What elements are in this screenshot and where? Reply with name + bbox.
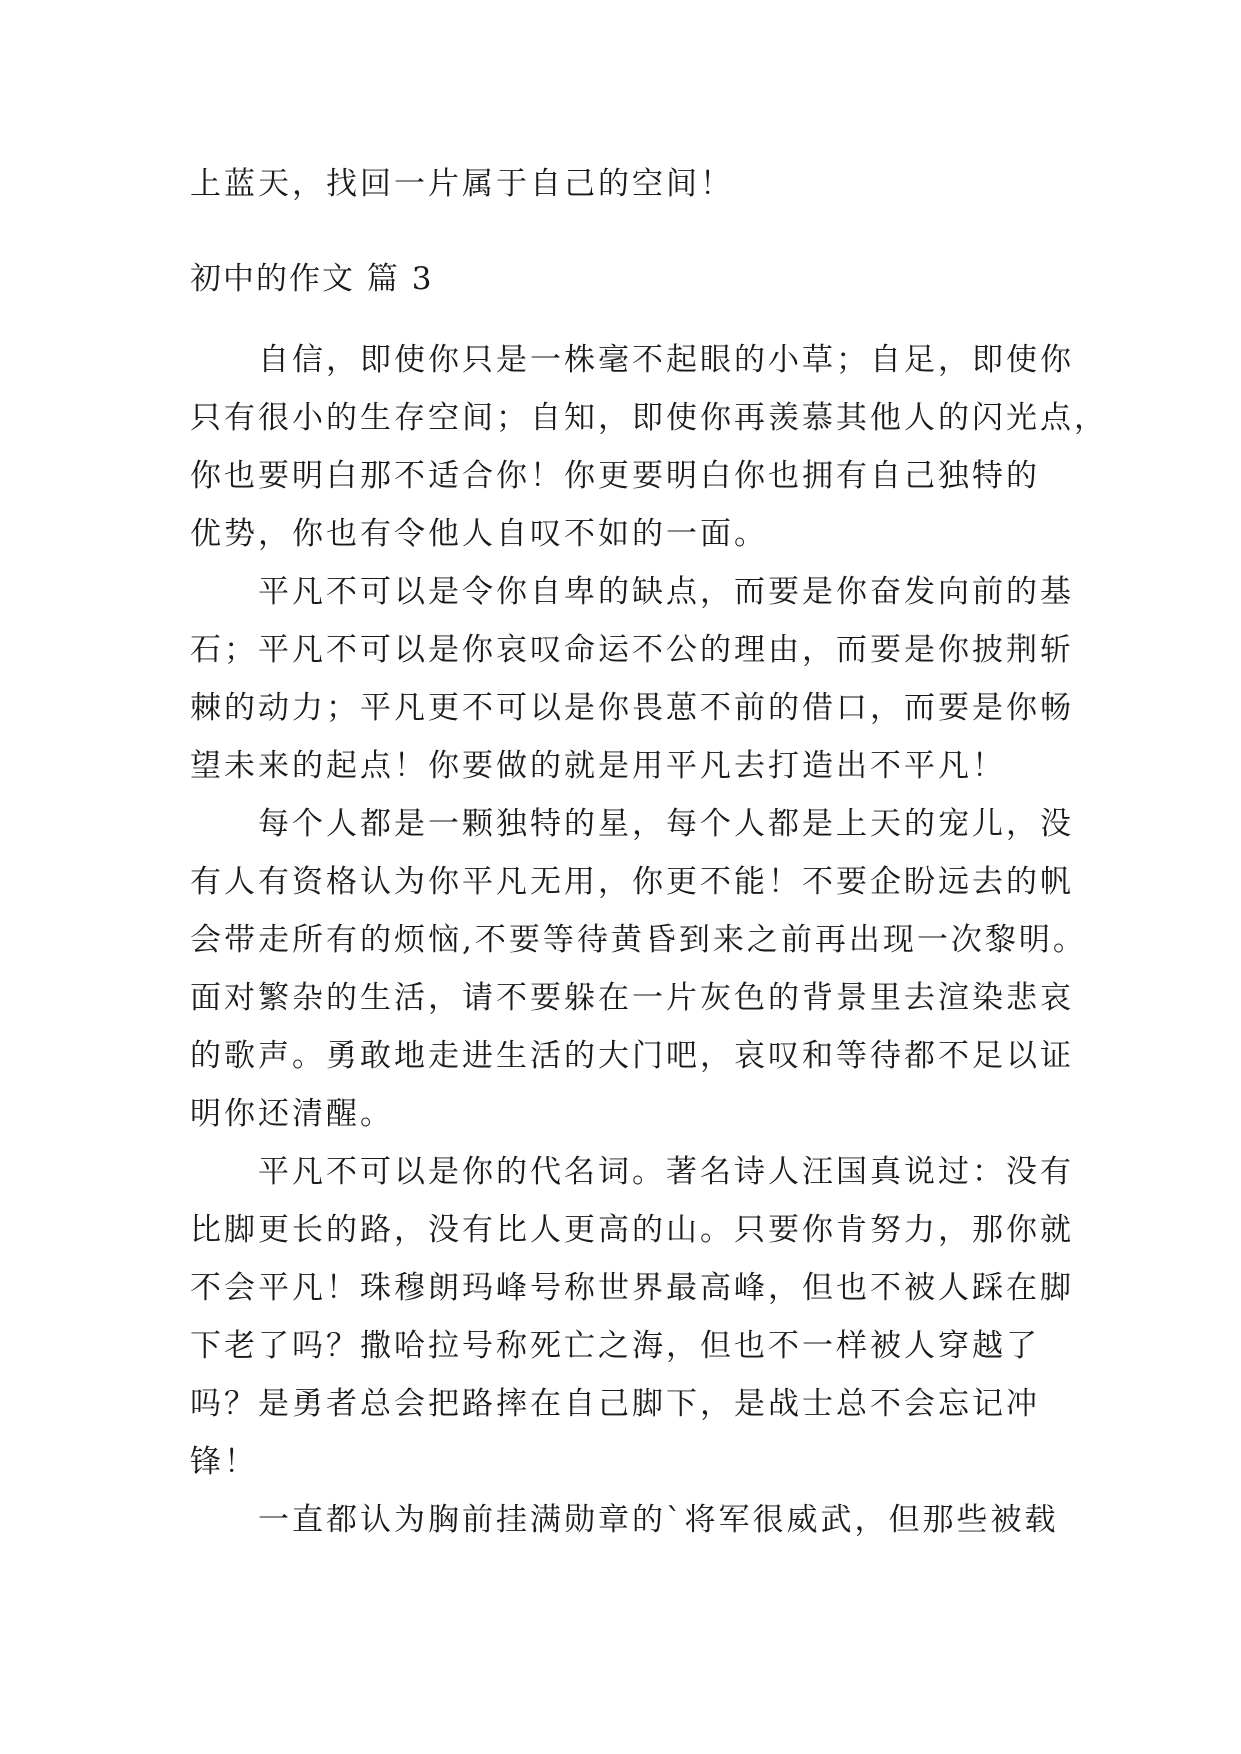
text-line: 平凡不可以是令你自卑的缺点，而要是你奋发向前的基 xyxy=(258,574,1074,610)
text-line: 吗？是勇者总会把路摔在自己脚下，是战士总不会忘记冲 xyxy=(190,1386,1040,1422)
text-line: 有人有资格认为你平凡无用，你更不能！不要企盼远去的帆 xyxy=(190,864,1074,900)
text-line: 棘的动力；平凡更不可以是你畏葸不前的借口，而要是你畅 xyxy=(190,690,1074,726)
essay-body xyxy=(190,331,1108,1549)
text-line: 自信，即使你只是一株毫不起眼的小草；自足，即使你 xyxy=(258,342,1074,378)
text-line: 只有很小的生存空间；自知，即使你再羡慕其他人的闪光点， xyxy=(190,400,1108,436)
text-line: 石；平凡不可以是你哀叹命运不公的理由，而要是你披荆斩 xyxy=(190,632,1074,668)
text-line: 比脚更长的路，没有比人更高的山。只要你肯努力，那你就 xyxy=(190,1212,1074,1248)
essay-heading-text: 初中的作文 篇 3 xyxy=(190,261,434,297)
continuation-paragraph xyxy=(190,155,1056,213)
text-line: 每个人都是一颗独特的星，每个人都是上天的宠儿，没 xyxy=(258,806,1074,842)
text-line: 不会平凡！珠穆朗玛峰号称世界最高峰，但也不被人踩在脚 xyxy=(190,1270,1074,1306)
text-line: 你也要明白那不适合你！你更要明白你也拥有自己独特的 xyxy=(190,458,1040,494)
text-line: 锋！ xyxy=(190,1444,258,1480)
text-line: 优势，你也有令他人自叹不如的一面。 xyxy=(190,516,768,552)
text-line: 平凡不可以是你的代名词。著名诗人汪国真说过：没有 xyxy=(258,1154,1074,1190)
text-line: 面对繁杂的生活，请不要躲在一片灰色的背景里去渲染悲哀 xyxy=(190,980,1074,1016)
text-line: 明你还清醒。 xyxy=(190,1096,394,1132)
essay-heading xyxy=(190,250,1056,308)
continuation-line: 上蓝天，找回一片属于自己的空间！ xyxy=(190,166,734,202)
text-line: 下老了吗？撒哈拉号称死亡之海，但也不一样被人穿越了 xyxy=(190,1328,1040,1364)
text-line: 一直都认为胸前挂满勋章的`将军很威武，但那些被载 xyxy=(258,1502,1059,1538)
text-line: 望未来的起点！你要做的就是用平凡去打造出不平凡！ xyxy=(190,748,1006,784)
text-line: 的歌声。勇敢地走进生活的大门吧，哀叹和等待都不足以证 xyxy=(190,1038,1074,1074)
text-line: 会带走所有的烦恼,不要等待黄昏到来之前再出现一次黎明。 xyxy=(190,922,1087,958)
